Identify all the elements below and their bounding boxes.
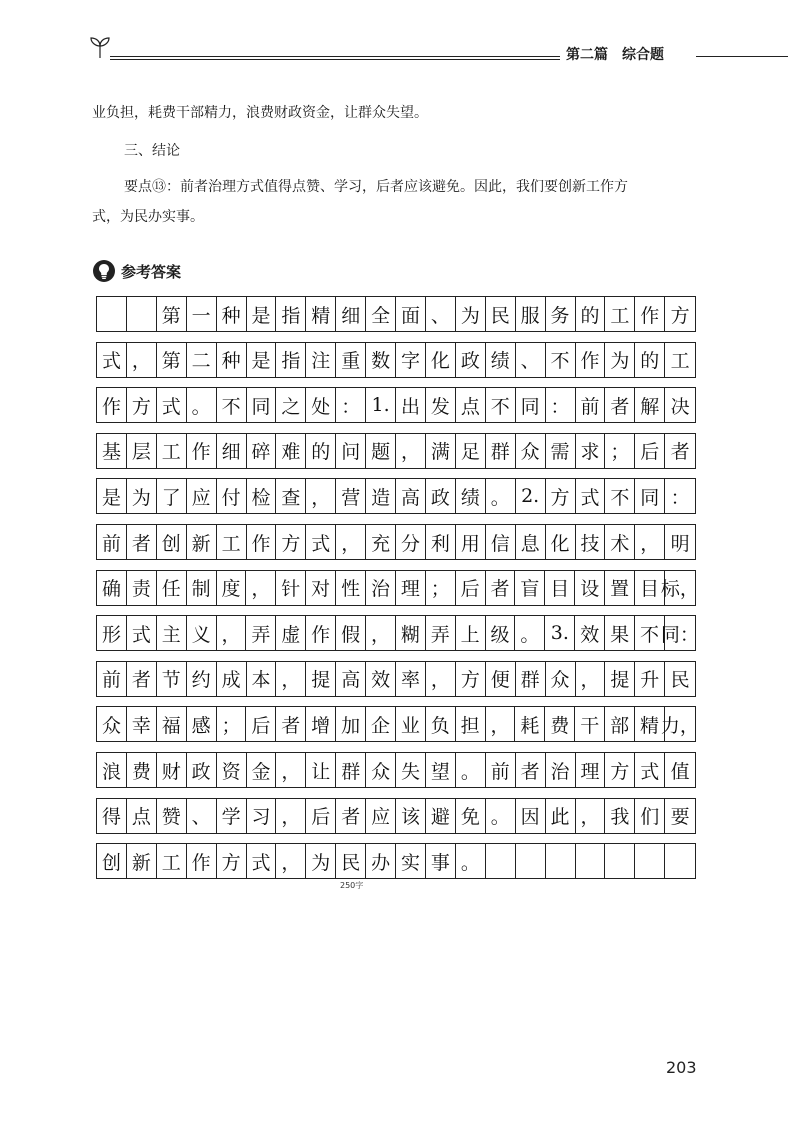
grid-cell: 为 [605,343,635,377]
grid-cell: 干 [575,707,605,741]
grid-cell: 作 [306,616,336,650]
grid-cell: 为 [306,844,336,878]
grid-cell [546,844,576,878]
grid-cell: 针 [276,571,306,605]
grid-cell: 一 [187,297,217,331]
grid-row [96,524,696,560]
header-part: 第二篇 [566,47,608,63]
grid-cell: 实 [396,844,426,878]
grid-row [96,615,699,651]
grid-cell: 办 [366,844,396,878]
grid-cell: 群 [336,753,366,787]
grid-cell: 术 [605,525,635,559]
grid-cell: ； [605,434,635,468]
grid-cell: 众 [516,434,546,468]
grid-cell: 前 [576,388,606,422]
sprout-icon [88,34,112,60]
grid-cell: 的 [576,297,606,331]
grid-row [96,296,696,332]
header-title [566,44,664,64]
grid-cell: 同 [247,388,277,422]
grid-cell: 重 [336,343,366,377]
grid-cell [665,844,695,878]
grid-row [96,661,696,697]
grid-cell: ， [336,525,366,559]
grid-cell: 方 [217,844,247,878]
grid-cell: 级 [486,616,516,650]
grid-cell: 用 [456,525,486,559]
grid-cell: 值 [670,760,690,783]
grid-cell [576,844,606,878]
grid-cell: 化 [426,343,456,377]
grid-cell: 方 [670,304,690,327]
grid-cell: 明 [670,532,690,555]
grid-cell: 耗 [515,707,545,741]
grid-cell: ， [217,616,247,650]
lightbulb-icon [92,259,116,283]
grid-cell: 足 [456,434,486,468]
grid-cell: 基 [97,434,127,468]
grid-cell: 高 [336,662,366,696]
grid-cell: 责 [127,571,157,605]
grid-cell: 政 [187,753,217,787]
grid-cell: 该 [396,799,426,833]
grid-cell: 此 [546,799,576,833]
grid-cell: 置 [605,571,635,605]
grid-cell: 第 [157,297,187,331]
grid-cell: 精 [635,707,665,741]
grid-cell: 治 [366,571,396,605]
grid-cell [635,844,665,878]
grid-cell: 绩 [456,479,486,513]
grid-cell: 企 [366,707,396,741]
grid-cell: 增 [306,707,336,741]
grid-cell: 便 [486,662,516,696]
grid-cell: 众 [546,662,576,696]
grid-cell: 政 [426,479,456,513]
grid-cell: 为 [127,479,157,513]
grid-cell: 业 [396,707,426,741]
grid-cell: 细 [217,434,247,468]
grid-cell: 细 [336,297,366,331]
grid-cell: 确 [97,571,127,605]
header-section-title: 综合题 [622,47,664,63]
grid-cell: ； [217,707,247,741]
grid-cell: 查 [276,479,306,513]
grid-cell: 难 [276,434,306,468]
grid-cell: 费 [127,753,157,787]
grid-cell: 工 [157,434,187,468]
grid-cell: ， [246,571,276,605]
grid-cell: 前 [486,753,516,787]
grid-cell: 标， [660,578,699,601]
grid-cell: 式 [127,616,157,650]
grid-cell: 们 [635,799,665,833]
grid-cell: 充 [366,525,396,559]
grid-cell: 理 [396,571,426,605]
grid-cell: 为 [456,297,486,331]
grid-cell: 利 [426,525,456,559]
grid-cell [516,844,546,878]
grid-cell: ， [276,753,306,787]
grid-cell: 同 [635,479,665,513]
grid-cell: 不 [546,343,576,377]
grid-cell: 面 [396,297,426,331]
grid-cell: 是 [247,343,277,377]
grid-cell: 制 [187,571,217,605]
header-rule [696,56,788,57]
grid-cell: ， [635,525,665,559]
grid-cell: 后 [635,434,665,468]
grid-row [96,752,696,788]
grid-cell: 新 [127,844,157,878]
grid-cell: 式 [576,479,606,513]
section-heading: 三、结论 [124,143,180,159]
grid-cell: ， [127,343,157,377]
grid-cell: ， [486,707,516,741]
grid-cell: 义 [187,616,217,650]
grid-cell: 方 [276,525,306,559]
grid-cell: 盲 [515,571,545,605]
grid-cell: 分 [396,525,426,559]
grid-cell: 后 [246,707,276,741]
grid-cell: 成 [217,662,247,696]
grid-cell: 设 [575,571,605,605]
grid-cell: 方 [605,753,635,787]
grid-cell: ， [366,616,396,650]
grid-cell: 负 [426,707,456,741]
grid-cell: 检 [247,479,277,513]
grid-cell: 碎 [247,434,277,468]
grid-cell: 付 [217,479,247,513]
grid-cell: 点 [127,799,157,833]
grid-cell: 息 [516,525,546,559]
grid-cell: 浪 [97,753,127,787]
grid-cell [486,844,516,878]
grid-cell: 目 [635,571,665,605]
grid-row [96,798,696,834]
grid-row [96,706,699,742]
grid-cell: ， [306,479,336,513]
grid-cell: 者 [276,707,306,741]
grid-cell: 赞 [157,799,187,833]
header-rule [110,56,560,57]
grid-cell: 者 [127,525,157,559]
grid-cell: 的 [306,434,336,468]
grid-cell: 。 [486,799,516,833]
key-point-line: 式，为民办实事。 [92,209,204,225]
grid-cell: 政 [456,343,486,377]
grid-cell: 众 [366,753,396,787]
grid-cell: 部 [605,707,635,741]
grid-cell: 担 [456,707,486,741]
grid-cell: 上 [456,616,486,650]
grid-cell: 得 [97,799,127,833]
grid-cell: 节 [157,662,187,696]
grid-cell: 形 [97,616,127,650]
grid-cell: 全 [366,297,396,331]
grid-cell: 避 [426,799,456,833]
grid-cell: 目 [545,571,575,605]
grid-cell: 免 [456,799,486,833]
grid-cell: 作 [576,343,606,377]
grid-cell: 指 [276,297,306,331]
grid-cell: 绩 [486,343,516,377]
grid-cell: 不 [605,479,635,513]
grid-cell: 作 [187,434,217,468]
grid-row [96,433,696,469]
grid-cell: 务 [546,297,576,331]
grid-cell: 民 [486,297,516,331]
grid-cell: 。 [515,616,545,650]
grid-cell: 、 [426,297,456,331]
grid-cell: ， [276,844,306,878]
grid-cell: 群 [486,434,516,468]
grid-cell: 弄 [246,616,276,650]
grid-cell: 福 [157,707,187,741]
grid-cell: 约 [187,662,217,696]
grid-cell: 者 [516,753,546,787]
grid-cell: ； [426,571,456,605]
grid-cell: ， [576,799,606,833]
grid-cell: 治 [546,753,576,787]
grid-cell: 作 [187,844,217,878]
key-point-line: 要点⑬：前者治理方式值得点赞、学习，后者应该避免。因此，我们要创新工作方 [124,179,628,195]
grid-cell: 幸 [127,707,157,741]
grid-cell: 前 [97,662,127,696]
grid-cell: 同： [660,623,699,646]
grid-cell: 二 [187,343,217,377]
grid-cell: 决 [670,395,690,418]
grid-cell: 工 [217,525,247,559]
grid-cell: 、 [187,799,217,833]
grid-cell: 是 [97,479,127,513]
grid-cell: 点 [456,388,486,422]
grid-cell: 服 [516,297,546,331]
grid-cell: 是 [247,297,277,331]
grid-cell: 果 [605,616,635,650]
grid-cell: 因 [516,799,546,833]
grid-row [96,843,696,879]
answer-heading [92,256,181,286]
grid-cell: ： [336,388,366,422]
grid-cell: ： [670,486,690,509]
grid-cell: 指 [276,343,306,377]
grid-cell: 种 [217,297,247,331]
grid-cell: 者 [605,388,635,422]
grid-cell [127,297,157,331]
grid-cell: 前 [97,525,127,559]
grid-cell: 率 [396,662,426,696]
grid-cell: 第 [157,343,187,377]
grid-cell: 本 [247,662,277,696]
grid-cell: 假 [336,616,366,650]
grid-cell: 财 [157,753,187,787]
grid-cell: 群 [516,662,546,696]
grid-cell: 加 [336,707,366,741]
grid-cell: 糊 [396,616,426,650]
grid-cell: 者 [127,662,157,696]
grid-cell: 者 [670,441,690,464]
grid-cell: 者 [336,799,366,833]
grid-cell: 方 [456,662,486,696]
grid-cell: 高 [396,479,426,513]
grid-cell: ， [276,799,306,833]
grid-cell: 费 [545,707,575,741]
grid-cell: 式 [635,753,665,787]
grid-cell: 满 [426,434,456,468]
grid-cell: 望 [426,753,456,787]
grid-cell: 资 [217,753,247,787]
grid-cell: 问 [336,434,366,468]
grid-cell: 理 [576,753,606,787]
body-text-line: 业负担，耗费干部精力，浪费财政资金，让群众失望。 [92,105,428,121]
grid-cell: 发 [426,388,456,422]
grid-row [96,570,699,606]
grid-cell: 事 [426,844,456,878]
grid-cell: 作 [247,525,277,559]
grid-cell: 提 [605,662,635,696]
grid-cell: ， [576,662,606,696]
grid-cell [97,297,127,331]
grid-cell: 处 [306,388,336,422]
grid-cell: 习 [247,799,277,833]
grid-cell: 不 [217,388,247,422]
grid-cell: 学 [217,799,247,833]
grid-cell: 化 [546,525,576,559]
word-count: 250字 [340,881,364,890]
grid-cell: 新 [187,525,217,559]
grid-cell: 应 [187,479,217,513]
grid-cell: 性 [336,571,366,605]
grid-cell: 式 [97,343,127,377]
grid-cell: 注 [306,343,336,377]
grid-cell: 虚 [276,616,306,650]
grid-cell: 解 [635,388,665,422]
grid-cell: 。 [187,388,217,422]
grid-row [96,342,696,378]
grid-cell: 对 [306,571,336,605]
grid-cell: 者 [486,571,516,605]
grid-cell: 题 [366,434,396,468]
grid-cell: 主 [157,616,187,650]
grid-cell: 让 [306,753,336,787]
grid-cell: 、 [516,343,546,377]
grid-cell: 工 [605,297,635,331]
grid-cell: ， [426,662,456,696]
page-header [88,34,800,74]
grid-cell: ： [546,388,576,422]
grid-cell: 方 [127,388,157,422]
grid-cell: 数 [366,343,396,377]
grid-cell: 任 [157,571,187,605]
grid-cell: 民 [670,669,690,692]
answer-label: 参考答案 [121,262,182,281]
grid-cell: 求 [576,434,606,468]
grid-cell: 金 [247,753,277,787]
grid-cell: 效 [575,616,605,650]
grid-cell: 造 [366,479,396,513]
grid-cell: 种 [217,343,247,377]
grid-cell: 需 [546,434,576,468]
grid-cell: 的 [635,343,665,377]
grid-cell: 创 [157,525,187,559]
grid-cell: 后 [306,799,336,833]
grid-row [96,387,696,423]
grid-cell: 不 [486,388,516,422]
grid-cell: 工 [157,844,187,878]
grid-cell: 度 [217,571,247,605]
grid-cell: 。 [456,753,486,787]
grid-cell: 。 [456,844,486,878]
grid-cell: 弄 [426,616,456,650]
grid-cell: 3. [545,616,575,650]
grid-cell: 效 [366,662,396,696]
grid-cell: 方 [546,479,576,513]
grid-cell: 工 [670,350,690,373]
grid-cell: 了 [157,479,187,513]
grid-cell: 民 [336,844,366,878]
grid-cell: 众 [97,707,127,741]
grid-cell: 同 [516,388,546,422]
grid-cell: 创 [97,844,127,878]
grid-cell: 式 [247,844,277,878]
grid-cell: 作 [97,388,127,422]
grid-cell [605,844,635,878]
grid-cell: 提 [306,662,336,696]
grid-cell: 应 [366,799,396,833]
grid-cell: ， [276,662,306,696]
grid-cell: 信 [486,525,516,559]
grid-cell: 。 [486,479,516,513]
grid-cell: 字 [396,343,426,377]
grid-cell: 2. [516,479,546,513]
grid-cell: 层 [127,434,157,468]
grid-cell: 技 [576,525,606,559]
grid-cell: 力， [660,714,699,737]
grid-cell: 不 [635,616,665,650]
grid-cell: ， [396,434,426,468]
grid-cell: 我 [605,799,635,833]
grid-cell: 作 [635,297,665,331]
header-rule [110,59,560,60]
grid-cell: 后 [456,571,486,605]
grid-row [96,478,696,514]
grid-cell: 式 [157,388,187,422]
grid-cell: 之 [276,388,306,422]
page-number: 203 [666,1058,697,1077]
grid-cell: 1. [366,388,396,422]
grid-cell: 失 [396,753,426,787]
grid-cell: 式 [306,525,336,559]
grid-cell: 营 [336,479,366,513]
grid-cell: 要 [670,806,690,829]
grid-cell: 升 [635,662,665,696]
grid-cell: 感 [187,707,217,741]
grid-cell: 精 [306,297,336,331]
grid-cell: 出 [396,388,426,422]
